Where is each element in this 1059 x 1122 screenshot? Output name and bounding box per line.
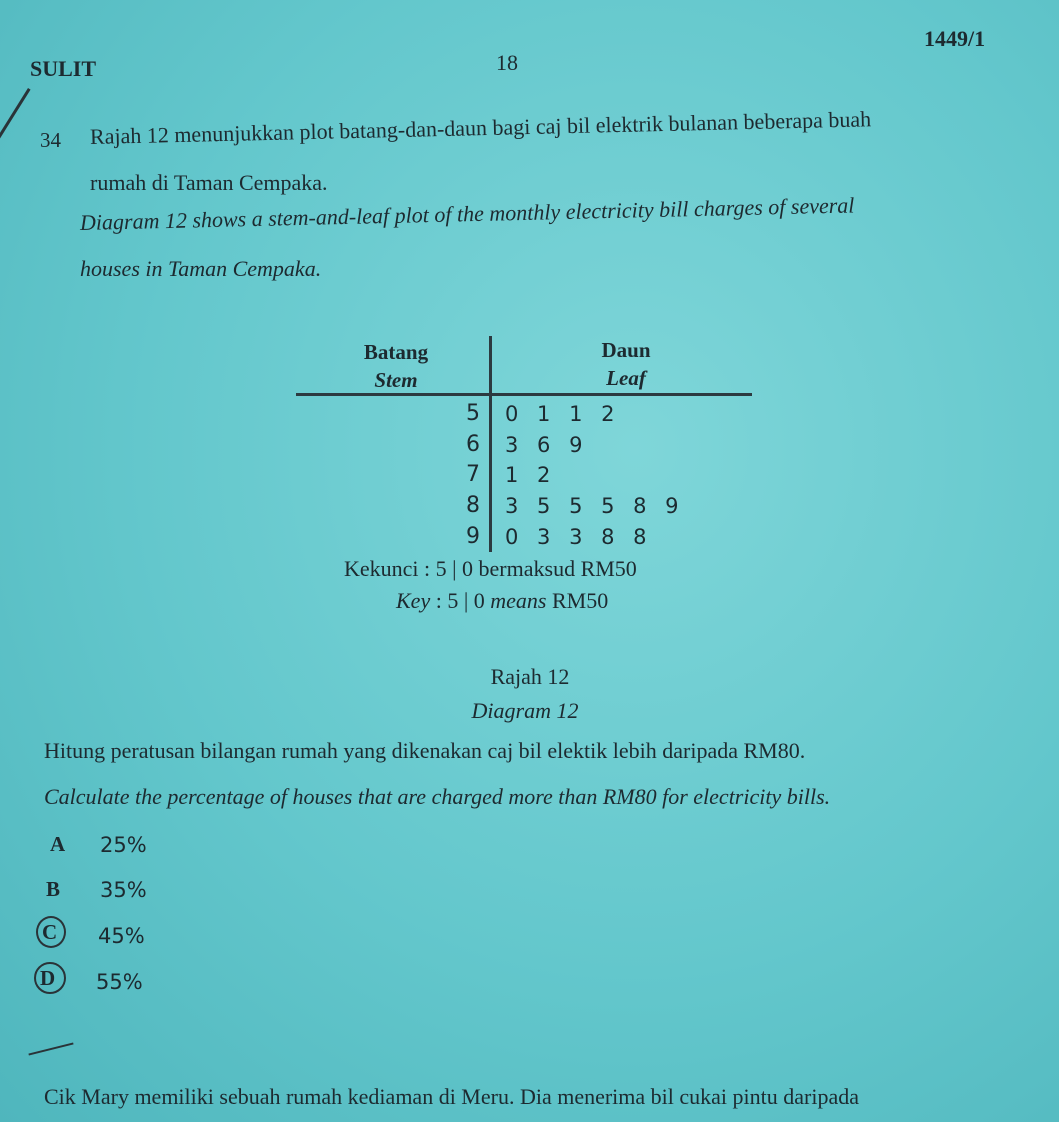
question-text-ms-line1: Rajah 12 menunjukkan plot batang-dan-daun bagi caj bil elektrik bulanan beberapa buah [89, 106, 872, 149]
leaf-header-ms: Daun [601, 338, 651, 362]
key-amount: RM50 [551, 588, 609, 613]
pen-stray-mark [28, 1042, 73, 1055]
stem-leaf-divider-line [489, 336, 492, 552]
paper-code: 1449/1 [924, 26, 986, 51]
stem-value: 8 [466, 493, 480, 518]
question-text-ms-line2: rumah di Taman Cempaka. [90, 170, 328, 195]
key-label: Key [396, 588, 431, 613]
question-text-en-line2: houses in Taman Cempaka. [80, 256, 322, 281]
option-letter: C [42, 920, 58, 944]
key-means: means [490, 588, 547, 613]
leaf-values: 0 1 1 2 [505, 402, 621, 426]
stem-value: 6 [466, 432, 480, 457]
prompt-en: Calculate the percentage of houses that are charged more than RM80 for electricity bills. [44, 784, 831, 809]
stem-header-ms: Batang [363, 340, 429, 364]
key-value: : 5 | 0 [435, 588, 485, 613]
page-number: 18 [496, 50, 518, 75]
leaf-header-en: Leaf [606, 366, 646, 390]
diagram-caption-ms: Rajah 12 [490, 664, 570, 689]
plot-key-en [396, 588, 608, 614]
pen-tick-mark [0, 88, 31, 170]
stem-value: 9 [466, 524, 480, 549]
stem-value: 7 [466, 462, 480, 487]
leaf-values: 1 2 [505, 463, 557, 487]
option-letter: A [50, 832, 66, 856]
diagram-caption-en: Diagram 12 [471, 698, 579, 723]
question-text-en-line1: Diagram 12 shows a stem-and-leaf plot of the monthly electricity bill charges of several [79, 192, 855, 235]
header-divider-line [296, 393, 752, 396]
option-value: 45% [98, 924, 145, 948]
option-value: 35% [100, 878, 147, 902]
stem-value: 5 [466, 401, 480, 426]
option-value: 55% [96, 970, 143, 994]
leaf-values: 3 5 5 5 8 9 [505, 494, 685, 518]
prompt-ms: Hitung peratusan bilangan rumah yang dikenakan caj bil elektik lebih daripada RM80. [44, 738, 806, 763]
leaf-values: 3 6 9 [505, 433, 589, 457]
plot-key-ms: Kekunci : 5 | 0 bermaksud RM50 [344, 556, 637, 581]
option-value: 25% [100, 833, 147, 857]
leaf-values: 0 3 3 8 8 [505, 525, 653, 549]
header-sulit: SULIT [30, 56, 97, 81]
stem-header-en: Stem [374, 368, 418, 392]
question-number: 34 [40, 128, 61, 152]
option-letter: D [40, 966, 56, 990]
next-question-text: Cik Mary memiliki sebuah rumah kediaman di Meru. Dia menerima bil cukai pintu daripada [44, 1084, 859, 1109]
option-letter: B [46, 877, 61, 901]
